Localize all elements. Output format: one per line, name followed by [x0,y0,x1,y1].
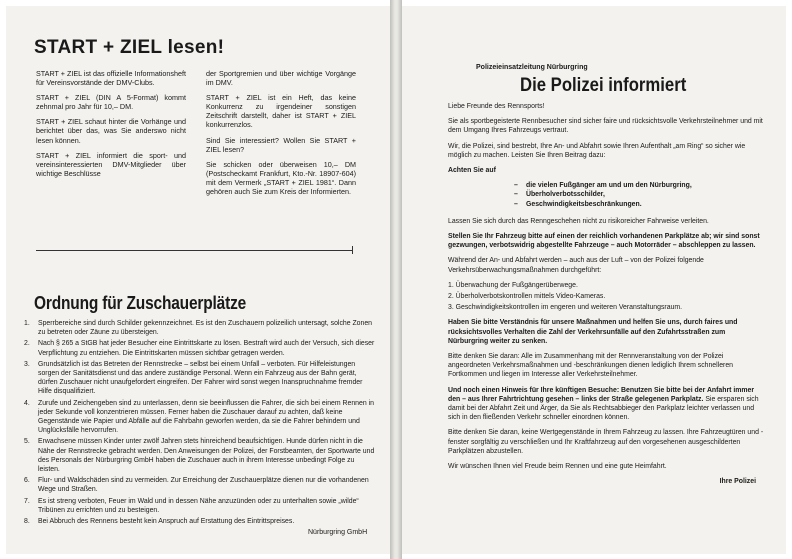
paragraph: Bitte denken Sie daran: Alle im Zusammenhang mit der Rennveranstaltung von der Polizei angeordneten Verkehrsmaßnahmen und -beschränkungen dienen lediglich Ihrem schnelleren Fortkommen und liegen im Interesse aller Verkehrsteilnehmer. [448,353,733,379]
paragraph: Wir, die Polizei, sind bestrebt, Ihre An- und Abfahrt sowie Ihren Aufenthalt „am Ring“ so sicher wie möglich zu machen. Leisten Sie Ihren Beitrag dazu: [448,142,746,159]
paragraph: der Sportgremien und über wichtige Vorgänge im DMV. [206,69,356,88]
list-item [24,319,376,337]
item-number: 3. [24,360,30,368]
item-text: Nach § 265 a StGB hat jeder Besucher eine Eintrittskarte zu lösen. Bestraft wird auch der Versuch, sich dieser Verpflichtung zu entziehen. Die Eintrittskarten müssen sichtbar getragen werden. [38,340,375,357]
rules-title: Ordnung für Zuschauerplätze [34,293,247,313]
item-text: Überholverbotsschilder, [526,191,605,199]
right-page [402,6,786,554]
paragraph: Sind Sie interessiert? Wollen Sie START + ZIEL lesen? [206,135,356,154]
item-number: 1. [24,320,30,327]
item-text: Zurufe und Zeichengeben sind zu unterlassen, denn sie beeinflussen die Fahrer, die sich bei einem Rennen in jeder Sekunde voll konzentrieren müssen. Ferner haben die Zuschauer darauf zu achten, daß keine Gegenstände wie Papier und Abfälle auf die Fahrbahn geworfen werden, da sie die Fahrer behindern und Unglücksfälle hervorrufen. [38,399,374,435]
signoff-polizei: Ihre Polizei [719,478,756,486]
paragraph: Sie als sportbegeisterte Rennbesucher sind sicher faire und rücksichtsvolle Verkehrsteilnehmer und mit dem Umgang Ihres Fahrzeugs vertraut. [448,118,763,135]
paragraph: Lassen Sie sich durch das Renngeschehen nicht zu risikoreicher Fahrweise verleiten. [448,217,709,225]
divider-tick [352,246,353,254]
paragraph: START + ZIEL ist das offizielle Informationsheft für Vereinsvorstände der DMV-Clubs. [36,69,187,88]
list-item: 2. Überholverbotskontrollen mittels Video-Kameras. [448,293,606,301]
list-item: – die vielen Fußgänger am und um den Nürburgring, [514,182,692,190]
list-item [24,437,376,474]
item-text: Flur- und Waldschäden sind zu vermeiden. Zur Erreichung der Zuschauerplätze dienen nur die vorhandenen Wege und Straßen. [38,477,369,494]
item-number: 2. [24,340,30,348]
paragraph [448,386,766,423]
paragraph: Sie schicken oder überweisen 10,– DM (Postscheckamt Frankfurt, Kto.-Nr. 18907-604) mit dem Vermerk „START + ZIEL 1981“. Dann gehören auch Sie zum Kreis der Informierten. [206,159,356,197]
greeting: Liebe Freunde des Rennsports! [448,103,545,110]
item-number: 6. [24,477,30,485]
item-text: die vielen Fußgänger am und um den Nürburgring, [526,182,692,190]
item-text: Es ist streng verboten, Feuer im Wald und in dessen Nähe anzuzünden oder zu unterhalten sowie „wilde“ Tribünen zu errichten und zu besteigen. [38,497,359,514]
item-number: 5. [24,438,30,446]
list-item: 3. Geschwindigkeitskontrollen im engeren und weiteren Veranstaltungsraum. [448,304,683,312]
list-item: – Überholverbotsschilder, [514,191,605,199]
item-number: 7. [24,497,30,505]
rules-list [24,319,376,528]
column-2 [206,69,356,202]
column-1 [36,69,186,184]
list-item [24,339,376,357]
paragraph: START + ZIEL schaut hinter die Vorhänge und berichtet über das, was Sie anderswo nicht lesen können. [36,117,186,145]
hint-rest: Sie ersparen sich damit bei der Abfahrt Zeit und Ärger, da Sie als Rechtsabbieger den Parkplatz leichter verlassen und sich in den fließenden Verkehr schneller einordnen können. [448,395,759,422]
kicker: Polizeieinsatzleitung Nürburgring [476,64,588,71]
list-item [24,476,376,494]
police-title: Die Polizei informiert [520,75,687,96]
measures-list [448,281,766,313]
hint-bold: Und noch einen Hinweis für Ihre künftigen Besuche: Benutzen Sie bitte bei der Anfahrt immer den – aus Ihrer Fahrtrichtung gesehen – links der Straße gelegenen Parkplatz. [448,386,755,403]
paragraph-bold: Haben Sie bitte Verständnis für unsere Maßnahmen und helfen Sie uns, durch faires und rücksichtsvolles Verhalten die Zahl der Verkehrsunfälle auf den Zufahrtsstraßen zum Nürburgring weiter zu senken. [448,319,738,345]
item-number: 8. [24,518,30,526]
left-page [6,6,390,554]
divider-line [36,250,352,251]
item-text: Bei Abbruch des Rennens besteht kein Anspruch auf Erstattung des Eintrittspreises. [38,518,295,526]
achten-list [514,181,766,209]
list-item: – Geschwindigkeitsbeschränkungen. [514,200,642,208]
achten-heading: Achten Sie auf [448,167,496,175]
item-text: Erwachsene müssen Kinder unter zwölf Jahren stets hinreichend beaufsichtigen. Hunde dürfen nicht in die Nähe der Rennstrecke gebracht werden. Den Anweisungen der Polizei, der Forstbeamten, der Sportwarte und des Personals der Nürburgring GmbH haben die Zuschauer auch in ihrem Interesse unbedingt Folge zu leisten. [38,438,375,474]
list-item [24,399,376,436]
page-gutter [390,0,402,559]
police-body [448,102,766,487]
paragraph: START + ZIEL (DIN A 5-Format) kommt zehnmal pro Jahr für 10,– DM. [36,93,186,112]
item-text: Geschwindigkeitsbeschränkungen. [526,200,642,208]
item-number: 4. [24,399,30,407]
item-text: Sperrbereiche sind durch Schilder gekennzeichnet. Es ist den Zuschauern polizeilich untersagt, solche Zonen zu betreten oder Zäune zu übersteigen. [38,320,373,337]
list-item [24,360,376,397]
list-item [24,517,376,526]
paragraph: Während der An- und Abfahrt werden – auch aus der Luft – von der Polizei folgende Verkehrsüberwachungsmaßnahmen durchgeführt: [448,257,704,274]
start-ziel-title: START + ZIEL lesen! [34,37,225,58]
paragraph-bold: Stellen Sie Ihr Fahrzeug bitte auf einen der reichlich vorhandenen Parkplätze ab; wir sind sonst gezwungen, verbotswidrig abgestellte Fahrzeuge – auch Motorräder – abschleppen zu lassen. [448,233,760,250]
item-text: Grundsätzlich ist das Betreten der Rennstrecke – selbst bei einem Unfall – verboten. Für Hilfeleistungen sorgen der Sanitätsdienst und das andere zuständige Personal. Wenn ein Fahrzeug aus der Bahn gerät, dürfen Zuschauer nicht unaufgefordert eingreifen. Der Fahrer wird sonst wegen Inanspruchnahme fremder Hilfe disqualifiziert. [38,360,363,396]
paragraph: Bitte denken Sie daran, keine Wertgegenstände in Ihrem Fahrzeug zu lassen. Ihre Fahrzeugtüren und -fenster sorgfältig zu verschließen und Ihr Kraftfahrzeug auf den vorgesehenen ausgeschilderten Parkplätzen abzustellen. [448,429,764,455]
paragraph: Wir wünschen Ihnen viel Freude beim Rennen und eine gute Heimfahrt. [448,463,667,471]
paragraph: START + ZIEL ist ein Heft, das keine Konkurrenz zu irgendeiner sonstigen Zeitschrift darstellt, daher ist START + ZIEL konkurrenzlos. [206,93,356,130]
list-item [24,497,376,515]
list-item: 1. Überwachung der Fußgängerüberwege. [448,281,578,289]
paragraph: START + ZIEL informiert die sport- und vereinsinteressierten DMV-Mitglieder über wichtige Beschlüsse [36,150,186,178]
signoff-nuerburgring: Nürburgring GmbH [308,529,368,536]
